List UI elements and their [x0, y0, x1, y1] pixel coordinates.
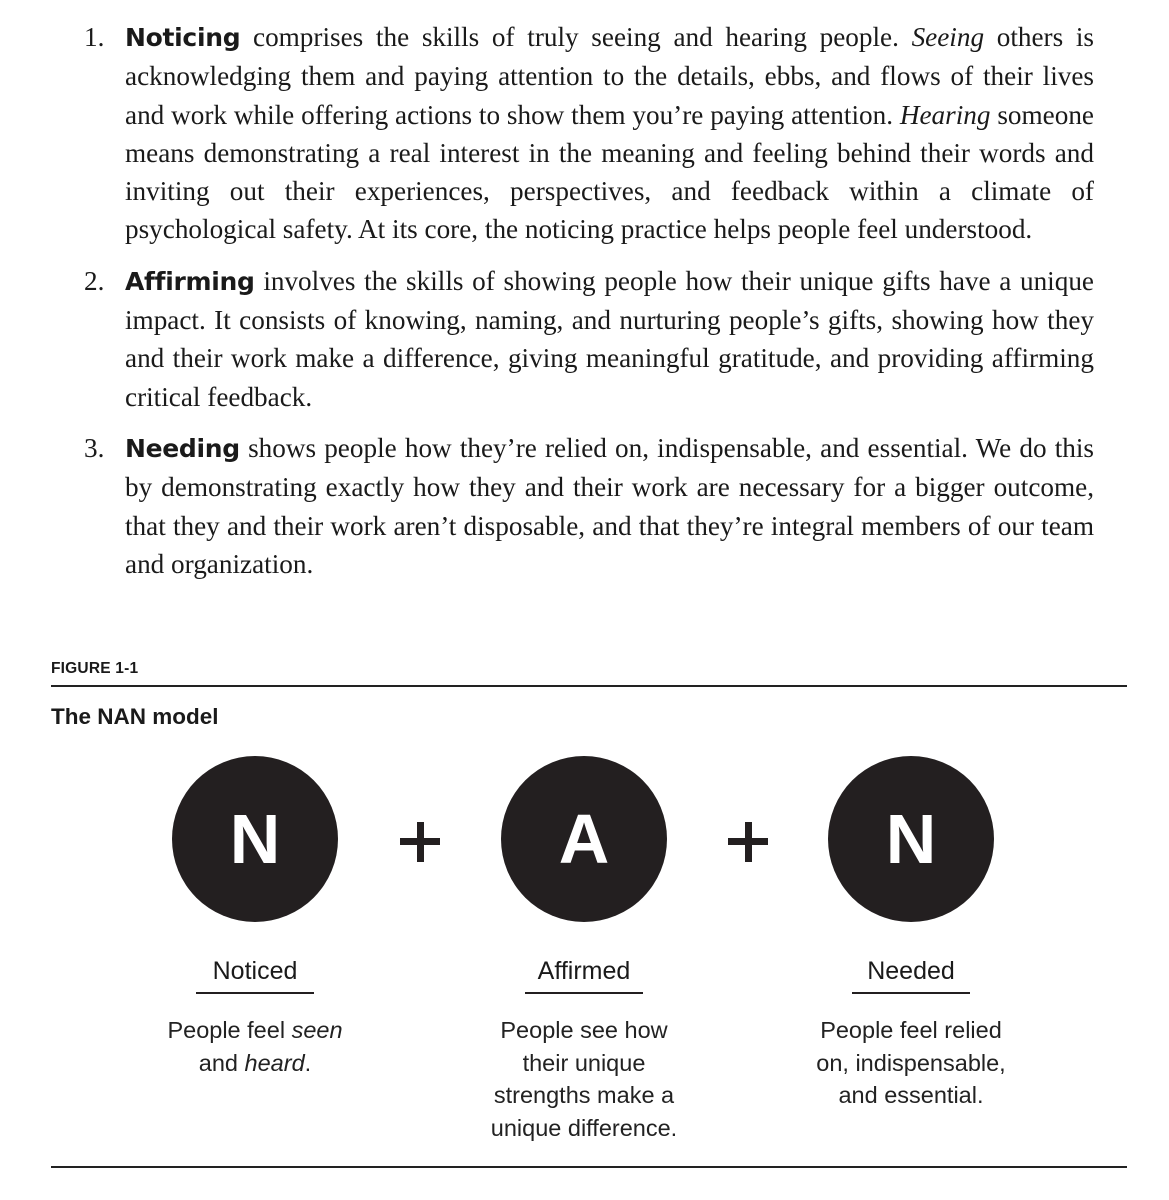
column-description [781, 1014, 1041, 1112]
heading-underline [852, 992, 970, 994]
column-description [125, 1014, 385, 1079]
description-line [125, 1014, 385, 1047]
description-line [454, 1047, 714, 1080]
emphasis-text: Hearing [899, 99, 991, 130]
text-run: People feel [167, 1017, 292, 1043]
plus-icon [728, 822, 768, 862]
column-noticed [125, 956, 385, 1079]
column-description [454, 1014, 714, 1144]
text-run: someone means demonstrating a real interest in the meaning and feeling behind their words and inviting out their experiences, perspectives, and feedback within a climate of psychological safety. At its core, the noticing practice helps people feel understood. [125, 99, 1094, 245]
text-run: People see how [500, 1017, 668, 1043]
emphasis-text: heard [244, 1049, 305, 1076]
heading-underline [196, 992, 314, 994]
figure-title: The NAN model [51, 704, 219, 729]
list-item-needing [84, 429, 1094, 583]
list-item-text [125, 22, 1094, 244]
heading-underline [525, 992, 643, 994]
text-run: comprises the skills of truly seeing and hearing people. [240, 22, 912, 52]
description-line [781, 1014, 1041, 1047]
text-run: strengths make a [493, 1082, 675, 1108]
description-line [454, 1014, 714, 1047]
text-run: People feel relied [820, 1017, 1002, 1043]
term-affirming: Affirming [125, 266, 255, 296]
emphasis-text: seen [291, 1017, 343, 1043]
text-run: . [304, 1049, 312, 1076]
text-run: others is acknowledging them and paying attention to the details, ebbs, and flows of their lives and work while offering actions to show them you’re paying attention. [125, 22, 1094, 130]
emphasis-text: Seeing [911, 22, 985, 52]
figure-label: FIGURE 1-1 [51, 660, 139, 677]
numbered-list [84, 18, 1094, 596]
list-item-number: 2. [84, 265, 105, 296]
figure-top-rule [51, 685, 1127, 687]
description-line [454, 1112, 714, 1145]
list-item-noticing [84, 18, 1094, 249]
description-line [781, 1047, 1041, 1080]
column-heading: Needed [867, 957, 955, 985]
figure-bottom-rule [51, 1166, 1127, 1168]
text-run: shows people how they’re relied on, indispensable, and essential. We do this by demonstrating exactly how they and their work are necessary for a bigger outcome, that they and their work aren’t disposable, and that they’re integral members of our team and organization. [125, 432, 1094, 579]
list-item-number: 1. [84, 22, 105, 52]
circle-needed: N [828, 756, 994, 922]
text-run: their unique [522, 1049, 646, 1076]
term-needing: Needing [125, 433, 240, 463]
list-item-body [125, 266, 1094, 412]
description-line [125, 1047, 385, 1080]
list-item-body [125, 433, 1094, 579]
circle-affirmed: A [501, 756, 667, 922]
description-line [454, 1079, 714, 1112]
description-line [781, 1079, 1041, 1112]
column-affirmed [454, 956, 714, 1144]
column-heading: Noticed [212, 957, 298, 985]
term-noticing: Noticing [125, 23, 241, 52]
text-run: on, indispensable, [816, 1049, 1006, 1076]
circle-noticed: N [172, 756, 338, 922]
list-item-affirming [84, 262, 1094, 416]
text-run: involves the skills of showing people how their unique gifts have a unique impact. It consists of knowing, naming, and nurturing people’s gifts, showing how they and their work make a difference, giving meaningful gratitude, and providing affirming critical feedback. [125, 265, 1094, 412]
text-run: unique difference. [490, 1114, 678, 1141]
plus-icon [400, 822, 440, 862]
text-run: and essential. [838, 1082, 984, 1108]
column-heading: Affirmed [537, 957, 631, 985]
text-run: and [198, 1049, 245, 1076]
list-item-text [125, 433, 1094, 579]
list-item-body [125, 22, 1094, 244]
column-needed [781, 956, 1041, 1112]
list-item-number: 3. [84, 432, 105, 463]
list-item-text [125, 266, 1094, 412]
